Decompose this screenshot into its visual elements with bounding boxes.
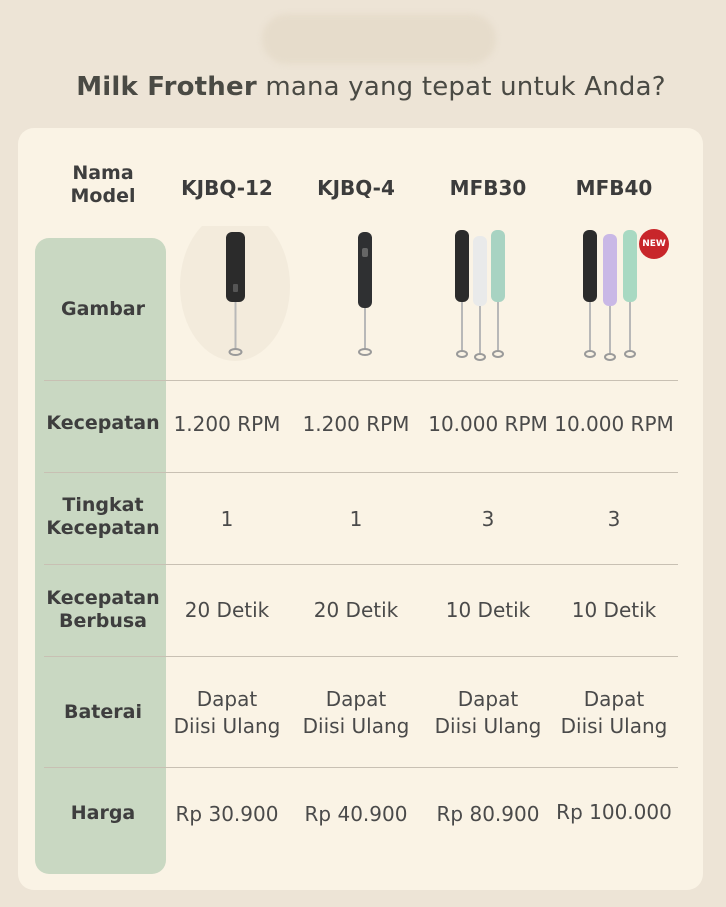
model-name-mfb30: MFB30	[449, 176, 527, 200]
product-image-kjbq-12	[170, 226, 300, 366]
row-label-line: Tingkat	[62, 494, 144, 516]
row-label-kecepatan: Kecepatan	[46, 412, 160, 434]
divider	[44, 656, 678, 657]
cell-harga: Rp 80.900	[436, 802, 540, 826]
cell-tingkat-kecepatan: 3	[481, 507, 495, 531]
cell-kecepatan: 1.200 RPM	[173, 412, 281, 436]
row-label-line: Kecepatan	[46, 587, 160, 609]
row-label-baterai: Baterai	[64, 701, 142, 723]
model-name-kjbq-4: KJBQ-4	[317, 176, 395, 200]
title-rest: mana yang tepat untuk Anda?	[256, 72, 666, 102]
cell-kecepatan-berbusa: 10 Detik	[445, 598, 531, 622]
cell-harga: Rp 100.000	[556, 800, 672, 824]
row-label-gambar: Gambar	[60, 298, 145, 320]
row-label-line: Kecepatan	[46, 517, 160, 539]
row-label-harga: Harga	[70, 802, 136, 824]
row-label-kecepatan-berbusa	[35, 587, 171, 633]
model-name-kjbq-12: KJBQ-12	[181, 176, 273, 200]
model-name-mfb40: MFB40	[575, 176, 653, 200]
product-image-mfb30	[423, 226, 553, 366]
new-badge: NEW	[639, 229, 669, 259]
cell-tingkat-kecepatan: 3	[607, 507, 621, 531]
cell-kecepatan: 10.000 RPM	[428, 412, 548, 436]
cell-kecepatan-berbusa: 10 Detik	[571, 598, 657, 622]
cell-tingkat-kecepatan: 1	[349, 507, 363, 531]
cell-kecepatan-berbusa: 20 Detik	[184, 598, 270, 622]
page-title	[0, 72, 726, 102]
row-label-tingkat-kecepatan	[35, 494, 171, 540]
row-label-line: Berbusa	[59, 610, 147, 632]
cell-tingkat-kecepatan: 1	[220, 507, 234, 531]
cell-baterai: Dapat Diisi Ulang	[560, 687, 668, 738]
cell-baterai: Dapat Diisi Ulang	[302, 687, 410, 738]
label-column	[35, 238, 166, 874]
divider	[44, 767, 678, 768]
cell-harga: Rp 30.900	[175, 802, 279, 826]
product-image-kjbq-4	[298, 226, 428, 366]
cell-kecepatan: 1.200 RPM	[302, 412, 410, 436]
header-label-line2: Model	[70, 185, 136, 207]
header-label-model	[38, 162, 168, 208]
cell-harga: Rp 40.900	[304, 802, 408, 826]
header-label-line1: Nama	[72, 162, 134, 184]
title-bold-part: Milk Frother	[76, 72, 257, 102]
blurred-top-pill	[262, 14, 496, 64]
divider	[44, 380, 678, 381]
divider	[44, 472, 678, 473]
divider	[44, 564, 678, 565]
cell-kecepatan: 10.000 RPM	[554, 412, 674, 436]
cell-baterai: Dapat Diisi Ulang	[173, 687, 281, 738]
cell-baterai: Dapat Diisi Ulang	[434, 687, 542, 738]
cell-kecepatan-berbusa: 20 Detik	[313, 598, 399, 622]
